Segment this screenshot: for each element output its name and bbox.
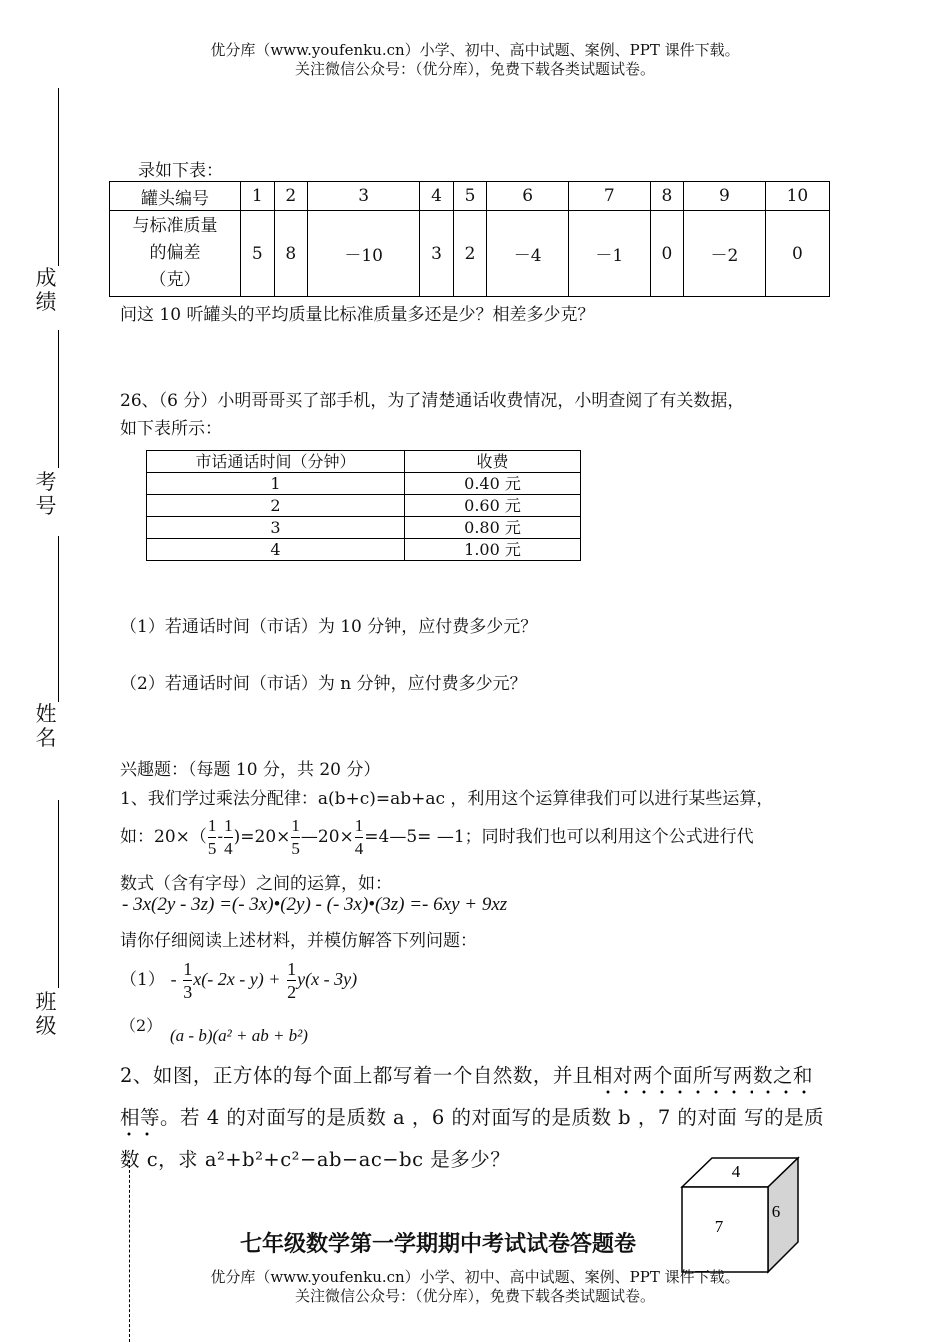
table-cell: 0	[650, 211, 684, 297]
example-text: )=20×	[233, 827, 291, 847]
label-class: 班 级	[35, 990, 57, 1038]
q2-emphasis: 相对两个面所写两	[593, 1064, 753, 1095]
interest-title: 兴趣题：（每题 10 分，共 20 分）	[120, 760, 381, 780]
fraction-1-5: $\frac{1}{5}$	[291, 816, 300, 858]
table-cell: 2	[147, 495, 405, 517]
table-cell: 1	[241, 182, 275, 211]
footer-line-1: 优分库（www.youfenku.cn）小学、初中、高中试题、案例、PPT 课件下载。	[210, 1268, 740, 1286]
table-row	[147, 495, 581, 517]
table-header-line: 与标准质量	[132, 216, 218, 236]
margin-line	[58, 330, 59, 468]
q2-emphasis: 数之和相等	[120, 1064, 813, 1137]
q26-sub-1: （1）若通话时间（市话）为 10 分钟，应付费多少元？	[120, 617, 538, 637]
interest-sub-1	[120, 952, 357, 1007]
q26-intro-1: 26、（6 分）小明哥哥买了部手机，为了清楚通话收费情况，小明查阅了有关数据，	[120, 391, 745, 411]
table-cell: 4	[147, 539, 405, 561]
fraction-1-4: $\frac{1}{4}$	[354, 816, 364, 858]
fraction-1-3: $\frac{1}{3}$	[183, 958, 193, 1002]
cube-side-number: 6	[771, 1202, 781, 1221]
q26-sub-2: （2）若通话时间（市话）为 n 分钟，应付费多少元？	[120, 674, 527, 694]
header-line-1: 优分库（www.youfenku.cn）小学、初中、高中试题、案例、PPT 课件下载。	[210, 41, 740, 59]
table-cell: －10	[308, 211, 420, 297]
sub-label: （1）	[120, 970, 165, 990]
fraction-1-5: $\frac{1}{5}$	[207, 816, 217, 858]
table-cell: 0.60 元	[405, 495, 581, 517]
table-cell: 0.40 元	[405, 473, 581, 495]
table-cell: 3	[308, 182, 420, 211]
margin-line	[58, 88, 59, 266]
example-text: =4—5= —1；同时我们也可以利用这个公式进行代	[364, 827, 754, 847]
table-cell: 0.80 元	[405, 517, 581, 539]
label-name: 姓 名	[35, 702, 57, 750]
table-cell: 3	[420, 211, 454, 297]
expr-part: -	[170, 969, 177, 989]
table-cell: 10	[765, 182, 829, 211]
table-cell: 1	[147, 473, 405, 495]
cube-front-face	[682, 1187, 768, 1272]
table-row	[147, 517, 581, 539]
example-text: 如：20×（	[120, 827, 207, 847]
label-score: 成 绩	[35, 266, 57, 314]
table-cell: 6	[487, 182, 569, 211]
interest-sub-2-expr: (a - b)(a² + ab + b²)	[170, 1026, 308, 1045]
footer-line-2: 关注微信公众号：（优分库），免费下载各类试题试卷。	[294, 1287, 655, 1305]
table-cell: 2	[453, 211, 487, 297]
interest-sub-2-label: （2）	[120, 1016, 163, 1035]
margin-line	[58, 536, 59, 702]
table-header: 市话通话时间（分钟）	[147, 451, 405, 473]
cube-top-number: 4	[731, 1162, 741, 1181]
table-header-line: （克）	[149, 270, 201, 290]
call-fee-table	[146, 450, 581, 561]
table-header: 罐头编号	[110, 182, 241, 211]
q26-intro-2: 如下表所示：	[120, 419, 222, 439]
table-cell: 5	[453, 182, 487, 211]
table-cell: 7	[568, 182, 650, 211]
example-text: -	[217, 827, 224, 847]
q2-text: 写的是质数 c，求 a²+b²+c²−ab−ac−bc 是多少？	[120, 1106, 825, 1171]
table-header-line: 的偏差	[149, 243, 201, 263]
q2-text: 2、如图，正方体的每个面上都写着一个自然数，并且	[120, 1064, 593, 1087]
fraction-1-2: $\frac{1}{2}$	[287, 958, 297, 1002]
interest-p1-line3: 数式（含有字母）之间的运算，如：	[120, 874, 392, 894]
header-line-2: 关注微信公众号：（优分库），免费下载各类试题试卷。	[294, 60, 655, 78]
table-cell: 0	[765, 211, 829, 297]
table-cell: 8	[650, 182, 684, 211]
cube-diagram	[676, 1152, 806, 1280]
table-row	[147, 539, 581, 561]
q25-question: 问这 10 听罐头的平均质量比标准质量多还是少？相差多少克？	[120, 305, 595, 325]
cut-line	[129, 1160, 130, 1342]
fraction-1-4: $\frac{1}{4}$	[224, 816, 233, 858]
interest-p1-line5: 请你仔细阅读上述材料，并模仿解答下列问题：	[120, 931, 477, 951]
table-header	[110, 211, 241, 297]
table-cell: 1.00 元	[405, 539, 581, 561]
table-cell: 8	[274, 211, 308, 297]
expr-part: y(x - 3y)	[297, 969, 358, 989]
interest-example-line	[120, 812, 754, 862]
interest-p1-line1: 1、我们学过乘法分配律：a(b+c)=ab+ac ，利用这个运算律我们可以进行某些运算，	[120, 789, 774, 809]
label-exam-no: 考 号	[35, 470, 57, 518]
table-cell: －1	[568, 211, 650, 297]
table-cell: 4	[420, 182, 454, 211]
example-text: —20×	[300, 827, 354, 847]
distributive-formula: - 3x(2y - 3z) =(- 3x)•(2y) - (- 3x)•(3z) =- 6xy + 9xz	[122, 894, 508, 915]
q25-intro: 录如下表：	[138, 161, 223, 181]
answer-sheet-title: 七年级数学第一学期期中考试试卷答题卷	[240, 1232, 637, 1257]
table-cell: 9	[684, 182, 766, 211]
table-cell: 3	[147, 517, 405, 539]
table-cell: －2	[684, 211, 766, 297]
table-cell: 2	[274, 182, 308, 211]
table-cell: 5	[241, 211, 275, 297]
q2-text: 。若 4 的对面写的是质数 a ，6 的对面写的是质数 b ，7 的对面	[160, 1106, 738, 1129]
table-row	[147, 473, 581, 495]
cube-front-number: 7	[714, 1217, 724, 1236]
margin-line	[58, 800, 59, 988]
can-deviation-table	[109, 181, 830, 297]
expr-part: x(- 2x - y) +	[193, 969, 281, 989]
table-header: 收费	[405, 451, 581, 473]
table-cell: －4	[487, 211, 569, 297]
